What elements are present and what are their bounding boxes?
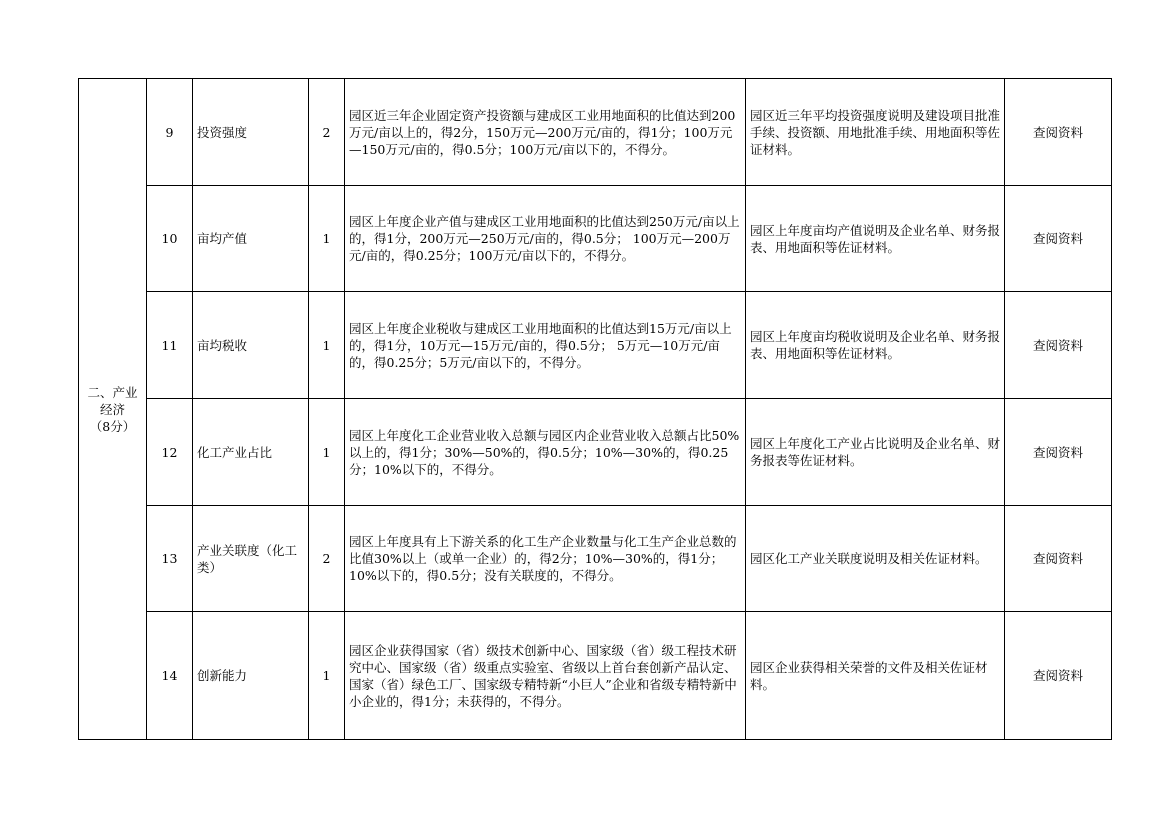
table-row: [79, 79, 1112, 186]
review-method: 查阅资料: [1005, 399, 1112, 506]
item-score: 1: [309, 399, 345, 506]
supporting-materials: 园区化工产业关联度说明及相关佐证材料。: [746, 506, 1005, 612]
item-name: 亩均税收: [193, 292, 309, 399]
scoring-criteria: 园区上年度具有上下游关系的化工生产企业数量与化工生产企业总数的比值30%以上（或单一企业）的，得2分；10%—30%的，得1分；10%以下的，得0.5分；没有关联度的，不得分。: [345, 506, 746, 612]
item-number: 14: [147, 612, 193, 740]
item-number: 11: [147, 292, 193, 399]
item-number: 13: [147, 506, 193, 612]
scoring-criteria: 园区企业获得国家（省）级技术创新中心、国家级（省）级工程技术研究中心、国家级（省）级重点实验室、省级以上首台套创新产品认定、国家（省）绿色工厂、国家级专精特新“小巨人”企业和省级专精特新中小企业的，得1分；未获得的，不得分。: [345, 612, 746, 740]
supporting-materials: 园区近三年平均投资强度说明及建设项目批准手续、投资额、用地批准手续、用地面积等佐证材料。: [746, 79, 1005, 186]
scoring-criteria: 园区上年度化工企业营业收入总额与园区内企业营业收入总额占比50%以上的，得1分；30%—50%的，得0.5分；10%—30%的，得0.25分；10%以下的，不得分。: [345, 399, 746, 506]
category-line-2: 经济: [99, 401, 125, 417]
category-cell: [79, 79, 147, 740]
item-score: 2: [309, 79, 345, 186]
item-name: 投资强度: [193, 79, 309, 186]
table-row: [79, 399, 1112, 506]
table-row: [79, 186, 1112, 292]
item-name: 化工产业占比: [193, 399, 309, 506]
review-method: 查阅资料: [1005, 79, 1112, 186]
item-number: 9: [147, 79, 193, 186]
supporting-materials: 园区企业获得相关荣誉的文件及相关佐证材料。: [746, 612, 1005, 740]
supporting-materials: 园区上年度化工产业占比说明及企业名单、财务报表等佐证材料。: [746, 399, 1005, 506]
evaluation-table: [78, 78, 1112, 740]
item-score: 2: [309, 506, 345, 612]
item-score: 1: [309, 292, 345, 399]
table-row: [79, 292, 1112, 399]
category-line-3: （8分）: [89, 418, 136, 434]
scoring-criteria: 园区上年度企业产值与建成区工业用地面积的比值达到250万元/亩以上的，得1分，200万元—250万元/亩的，得0.5分； 100万元—200万元/亩的，得0.25分；100万元/亩以下的，不得分。: [345, 186, 746, 292]
scoring-criteria: 园区近三年企业固定资产投资额与建成区工业用地面积的比值达到200万元/亩以上的，得2分，150万元—200万元/亩的，得1分；100万元—150万元/亩的，得0.5分；100万元/亩以下的，不得分。: [345, 79, 746, 186]
item-score: 1: [309, 186, 345, 292]
item-name: 产业关联度（化工类）: [193, 506, 309, 612]
review-method: 查阅资料: [1005, 292, 1112, 399]
scoring-criteria: 园区上年度企业税收与建成区工业用地面积的比值达到15万元/亩以上的，得1分，10万元—15万元/亩的，得0.5分； 5万元—10万元/亩的，得0.25分；5万元/亩以下的，不得分。: [345, 292, 746, 399]
category-line-1: 二、产业: [87, 384, 138, 400]
table-row: [79, 612, 1112, 740]
item-number: 12: [147, 399, 193, 506]
review-method: 查阅资料: [1005, 612, 1112, 740]
item-score: 1: [309, 612, 345, 740]
review-method: 查阅资料: [1005, 506, 1112, 612]
supporting-materials: 园区上年度亩均产值说明及企业名单、财务报表、用地面积等佐证材料。: [746, 186, 1005, 292]
review-method: 查阅资料: [1005, 186, 1112, 292]
item-name: 亩均产值: [193, 186, 309, 292]
supporting-materials: 园区上年度亩均税收说明及企业名单、财务报表、用地面积等佐证材料。: [746, 292, 1005, 399]
item-number: 10: [147, 186, 193, 292]
table-row: [79, 506, 1112, 612]
item-name: 创新能力: [193, 612, 309, 740]
